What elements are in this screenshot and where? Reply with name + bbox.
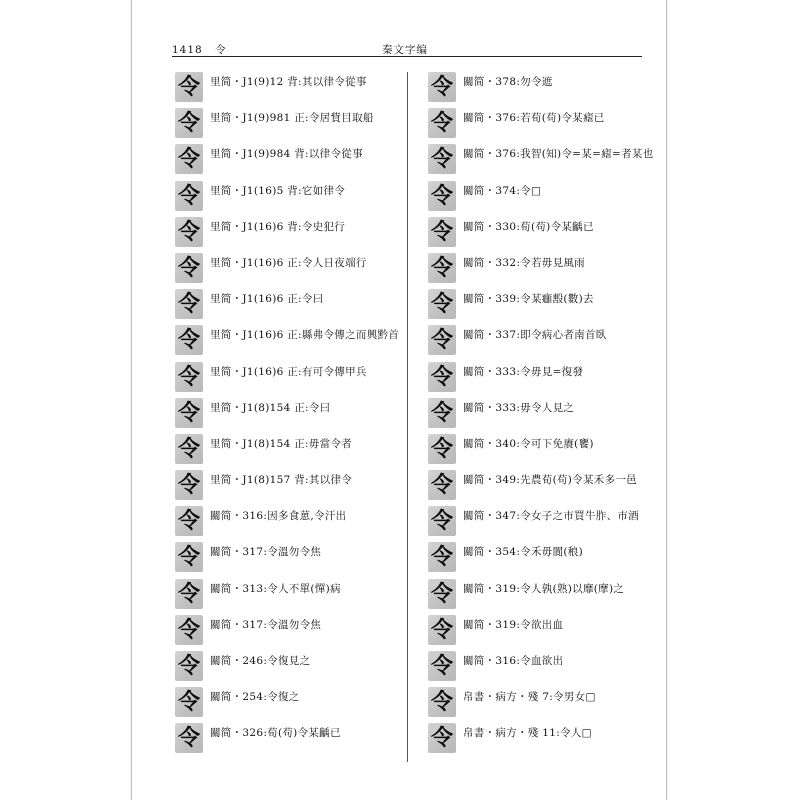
rubbing-glyph-image — [428, 398, 456, 428]
list-item — [428, 142, 654, 178]
entry-citation: 里简・J1(16)6 正:令人日夜端行 — [210, 256, 367, 269]
list-item — [175, 721, 395, 757]
glyph-char: 令 — [430, 399, 453, 426]
entry-citation: 關简・376:我智(知)令=某=瘧=者某也 — [463, 148, 654, 161]
list-item — [428, 360, 648, 396]
glyph-char: 令 — [430, 544, 453, 571]
rubbing-glyph-image — [175, 506, 203, 536]
rubbing-glyph-image — [175, 72, 203, 102]
rubbing-glyph-image — [428, 615, 456, 645]
list-item — [428, 577, 648, 613]
glyph-char: 令 — [177, 182, 200, 209]
entry-citation: 里简・J1(8)157 背:其以律令 — [210, 474, 353, 487]
glyph-char: 令 — [177, 327, 200, 354]
list-item — [428, 396, 648, 432]
glyph-char: 令 — [430, 725, 453, 752]
list-item — [175, 468, 395, 504]
list-item — [428, 685, 648, 721]
list-item — [175, 685, 395, 721]
entry-citation: 關简・376:若荀(苟)令某瘧已 — [463, 112, 605, 125]
glyph-char: 令 — [177, 254, 200, 281]
glyph-char: 令 — [430, 182, 453, 209]
rubbing-glyph-image — [175, 325, 203, 355]
rubbing-glyph-image — [175, 289, 203, 319]
rubbing-glyph-image — [428, 181, 456, 211]
rubbing-glyph-image — [428, 108, 456, 138]
glyph-char: 令 — [177, 363, 200, 390]
glyph-char: 令 — [177, 472, 200, 499]
list-item — [175, 540, 395, 576]
list-item — [428, 649, 648, 685]
entry-citation: 帛書・病方・殘 11:令人□ — [463, 727, 592, 740]
entry-citation: 關简・347:令女子之市買牛胙、市酒 — [463, 510, 639, 523]
rubbing-glyph-image — [428, 362, 456, 392]
rubbing-glyph-image — [428, 687, 456, 717]
list-item — [428, 323, 648, 359]
glyph-char: 令 — [430, 616, 453, 643]
entry-citation: 關简・319:令欲出血 — [463, 618, 564, 631]
rubbing-glyph-image — [175, 181, 203, 211]
glyph-char: 令 — [430, 435, 453, 462]
entry-citation: 關简・332:令若毋見風雨 — [463, 256, 585, 269]
rubbing-glyph-image — [175, 723, 203, 753]
rubbing-glyph-image — [428, 253, 456, 283]
entry-citation: 里简・J1(16)5 背:它如律令 — [210, 184, 346, 197]
rubbing-glyph-image — [175, 398, 203, 428]
rubbing-glyph-image — [175, 253, 203, 283]
head-character: 令 — [215, 44, 227, 56]
rubbing-glyph-image — [428, 325, 456, 355]
list-item — [175, 504, 395, 540]
rubbing-glyph-image — [175, 615, 203, 645]
list-item — [175, 360, 395, 396]
entry-citation: 關简・326:荀(苟)令某齲已 — [210, 727, 341, 740]
entry-citation: 里简・J1(16)6 正:有可令傳甲兵 — [210, 365, 367, 378]
entry-citation: 關简・374:令□ — [463, 184, 542, 197]
glyph-char: 令 — [177, 218, 200, 245]
entry-citation: 關简・330:荀(苟)令某齲已 — [463, 220, 594, 233]
list-item — [428, 468, 648, 504]
left-column — [175, 70, 400, 758]
rubbing-glyph-image — [428, 723, 456, 753]
list-item — [428, 215, 648, 251]
rubbing-glyph-image — [428, 542, 456, 572]
list-item — [428, 70, 648, 106]
rubbing-glyph-image — [175, 217, 203, 247]
book-title: 秦文字编 — [382, 44, 428, 56]
rubbing-glyph-image — [175, 144, 203, 174]
entry-citation: 里简・J1(8)154 正:毋當令者 — [210, 437, 353, 450]
glyph-char: 令 — [177, 653, 200, 679]
list-item — [428, 287, 648, 323]
list-item — [175, 215, 395, 251]
glyph-char: 令 — [430, 327, 453, 354]
glyph-char: 令 — [430, 580, 453, 607]
rubbing-glyph-image — [175, 542, 203, 572]
entry-citation: 關简・333:毋令人見之 — [463, 401, 575, 414]
list-item — [428, 251, 648, 287]
glyph-char: 令 — [177, 544, 200, 571]
entry-citation: 關简・317:令溫勿令焦 — [210, 546, 322, 559]
glyph-char: 令 — [177, 146, 200, 173]
rubbing-glyph-image — [175, 651, 203, 681]
list-item — [175, 613, 395, 649]
entry-citation: 里简・J1(8)154 正:令曰 — [210, 401, 331, 414]
glyph-char: 令 — [430, 254, 453, 281]
glyph-char: 令 — [177, 435, 200, 462]
rubbing-glyph-image — [428, 144, 456, 174]
rubbing-glyph-image — [428, 506, 456, 536]
entry-citation: 關简・316:令血欲出 — [463, 655, 564, 667]
glyph-char: 令 — [177, 110, 200, 137]
rubbing-glyph-image — [175, 687, 203, 717]
entry-citation: 關简・319:令人孰(熟)以靡(摩)之 — [463, 582, 625, 595]
glyph-char: 令 — [177, 580, 200, 607]
glyph-char: 令 — [430, 110, 453, 137]
list-item — [428, 721, 648, 757]
rubbing-glyph-image — [175, 362, 203, 392]
glyph-char: 令 — [430, 218, 453, 245]
rubbing-glyph-image — [175, 579, 203, 609]
glyph-char: 令 — [430, 508, 453, 535]
glyph-char: 令 — [177, 689, 200, 716]
entry-citation: 帛書・病方・殘 7:令男女□ — [463, 691, 596, 704]
entry-citation: 里简・J1(9)984 背:以律令從事 — [210, 148, 363, 161]
glyph-char: 令 — [430, 472, 453, 499]
glyph-char: 令 — [177, 291, 200, 318]
entry-citation: 里简・J1(9)981 正:令居貲目取船 — [210, 112, 374, 125]
rubbing-glyph-image — [175, 108, 203, 138]
rubbing-glyph-image — [428, 289, 456, 319]
glyph-char: 令 — [177, 616, 200, 643]
glyph-char: 令 — [430, 363, 453, 390]
rubbing-glyph-image — [428, 651, 456, 681]
list-item — [175, 70, 395, 106]
page-number: 1418 — [172, 44, 203, 56]
list-item — [428, 106, 648, 142]
glyph-char: 令 — [177, 74, 200, 100]
list-item — [175, 432, 395, 468]
list-item — [175, 179, 395, 215]
list-item — [428, 179, 648, 215]
entry-citation: 里简・J1(9)12 背:其以律令從事 — [210, 76, 367, 88]
entry-citation: 關简・378:勿令遮 — [463, 76, 553, 88]
entry-citation: 關简・339:令某癰毄(數)去 — [463, 293, 594, 306]
entry-citation: 關简・254:令復之 — [210, 691, 300, 704]
rubbing-glyph-image — [428, 579, 456, 609]
glyph-char: 令 — [177, 399, 200, 426]
glyph-char: 令 — [430, 146, 453, 173]
list-item — [428, 432, 648, 468]
glyph-char: 令 — [430, 653, 453, 679]
entry-citation: 關简・340:令可下免賡(饔) — [463, 437, 594, 450]
entry-citation: 里简・J1(16)6 正:縣弗令傳之而興黔首 — [210, 329, 400, 342]
glyph-char: 令 — [430, 291, 453, 318]
list-item — [175, 649, 395, 685]
list-item — [175, 106, 395, 142]
entry-citation: 關简・337:即令病心者南首臥 — [463, 329, 607, 342]
rubbing-glyph-image — [428, 434, 456, 464]
entry-citation: 里简・J1(16)6 正:令曰 — [210, 293, 324, 306]
list-item — [175, 323, 400, 359]
list-item — [175, 251, 395, 287]
list-item — [175, 287, 395, 323]
glyph-char: 令 — [430, 689, 453, 716]
entry-citation: 關简・333:令毋見=復發 — [463, 365, 584, 378]
entry-citation: 關简・246:令復見之 — [210, 655, 311, 667]
entry-citation: 關简・349:先農荀(苟)令某禾多一邑 — [463, 474, 637, 487]
entry-citation: 關简・354:令禾毋閬(稂) — [463, 546, 583, 559]
rubbing-glyph-image — [428, 470, 456, 500]
list-item — [175, 142, 395, 178]
entry-citation: 關简・317:令溫勿令焦 — [210, 618, 322, 631]
list-item — [428, 504, 648, 540]
list-item — [175, 396, 395, 432]
glyph-char: 令 — [177, 508, 200, 535]
page-header — [172, 34, 642, 58]
entry-citation: 關简・313:令人不單(憚)病 — [210, 582, 341, 595]
rubbing-glyph-image — [428, 72, 456, 102]
list-item — [428, 540, 648, 576]
rubbing-glyph-image — [175, 470, 203, 500]
rubbing-glyph-image — [428, 217, 456, 247]
list-item — [175, 577, 395, 613]
list-item — [428, 613, 648, 649]
right-column — [428, 70, 654, 758]
glyph-char: 令 — [177, 725, 200, 752]
glyph-char: 令 — [430, 74, 453, 100]
header-rule — [172, 56, 642, 57]
entry-citation: 關简・316:因多食葸,令汗出 — [210, 510, 347, 523]
entry-citation: 里简・J1(16)6 背:令史犯行 — [210, 220, 346, 233]
rubbing-glyph-image — [175, 434, 203, 464]
